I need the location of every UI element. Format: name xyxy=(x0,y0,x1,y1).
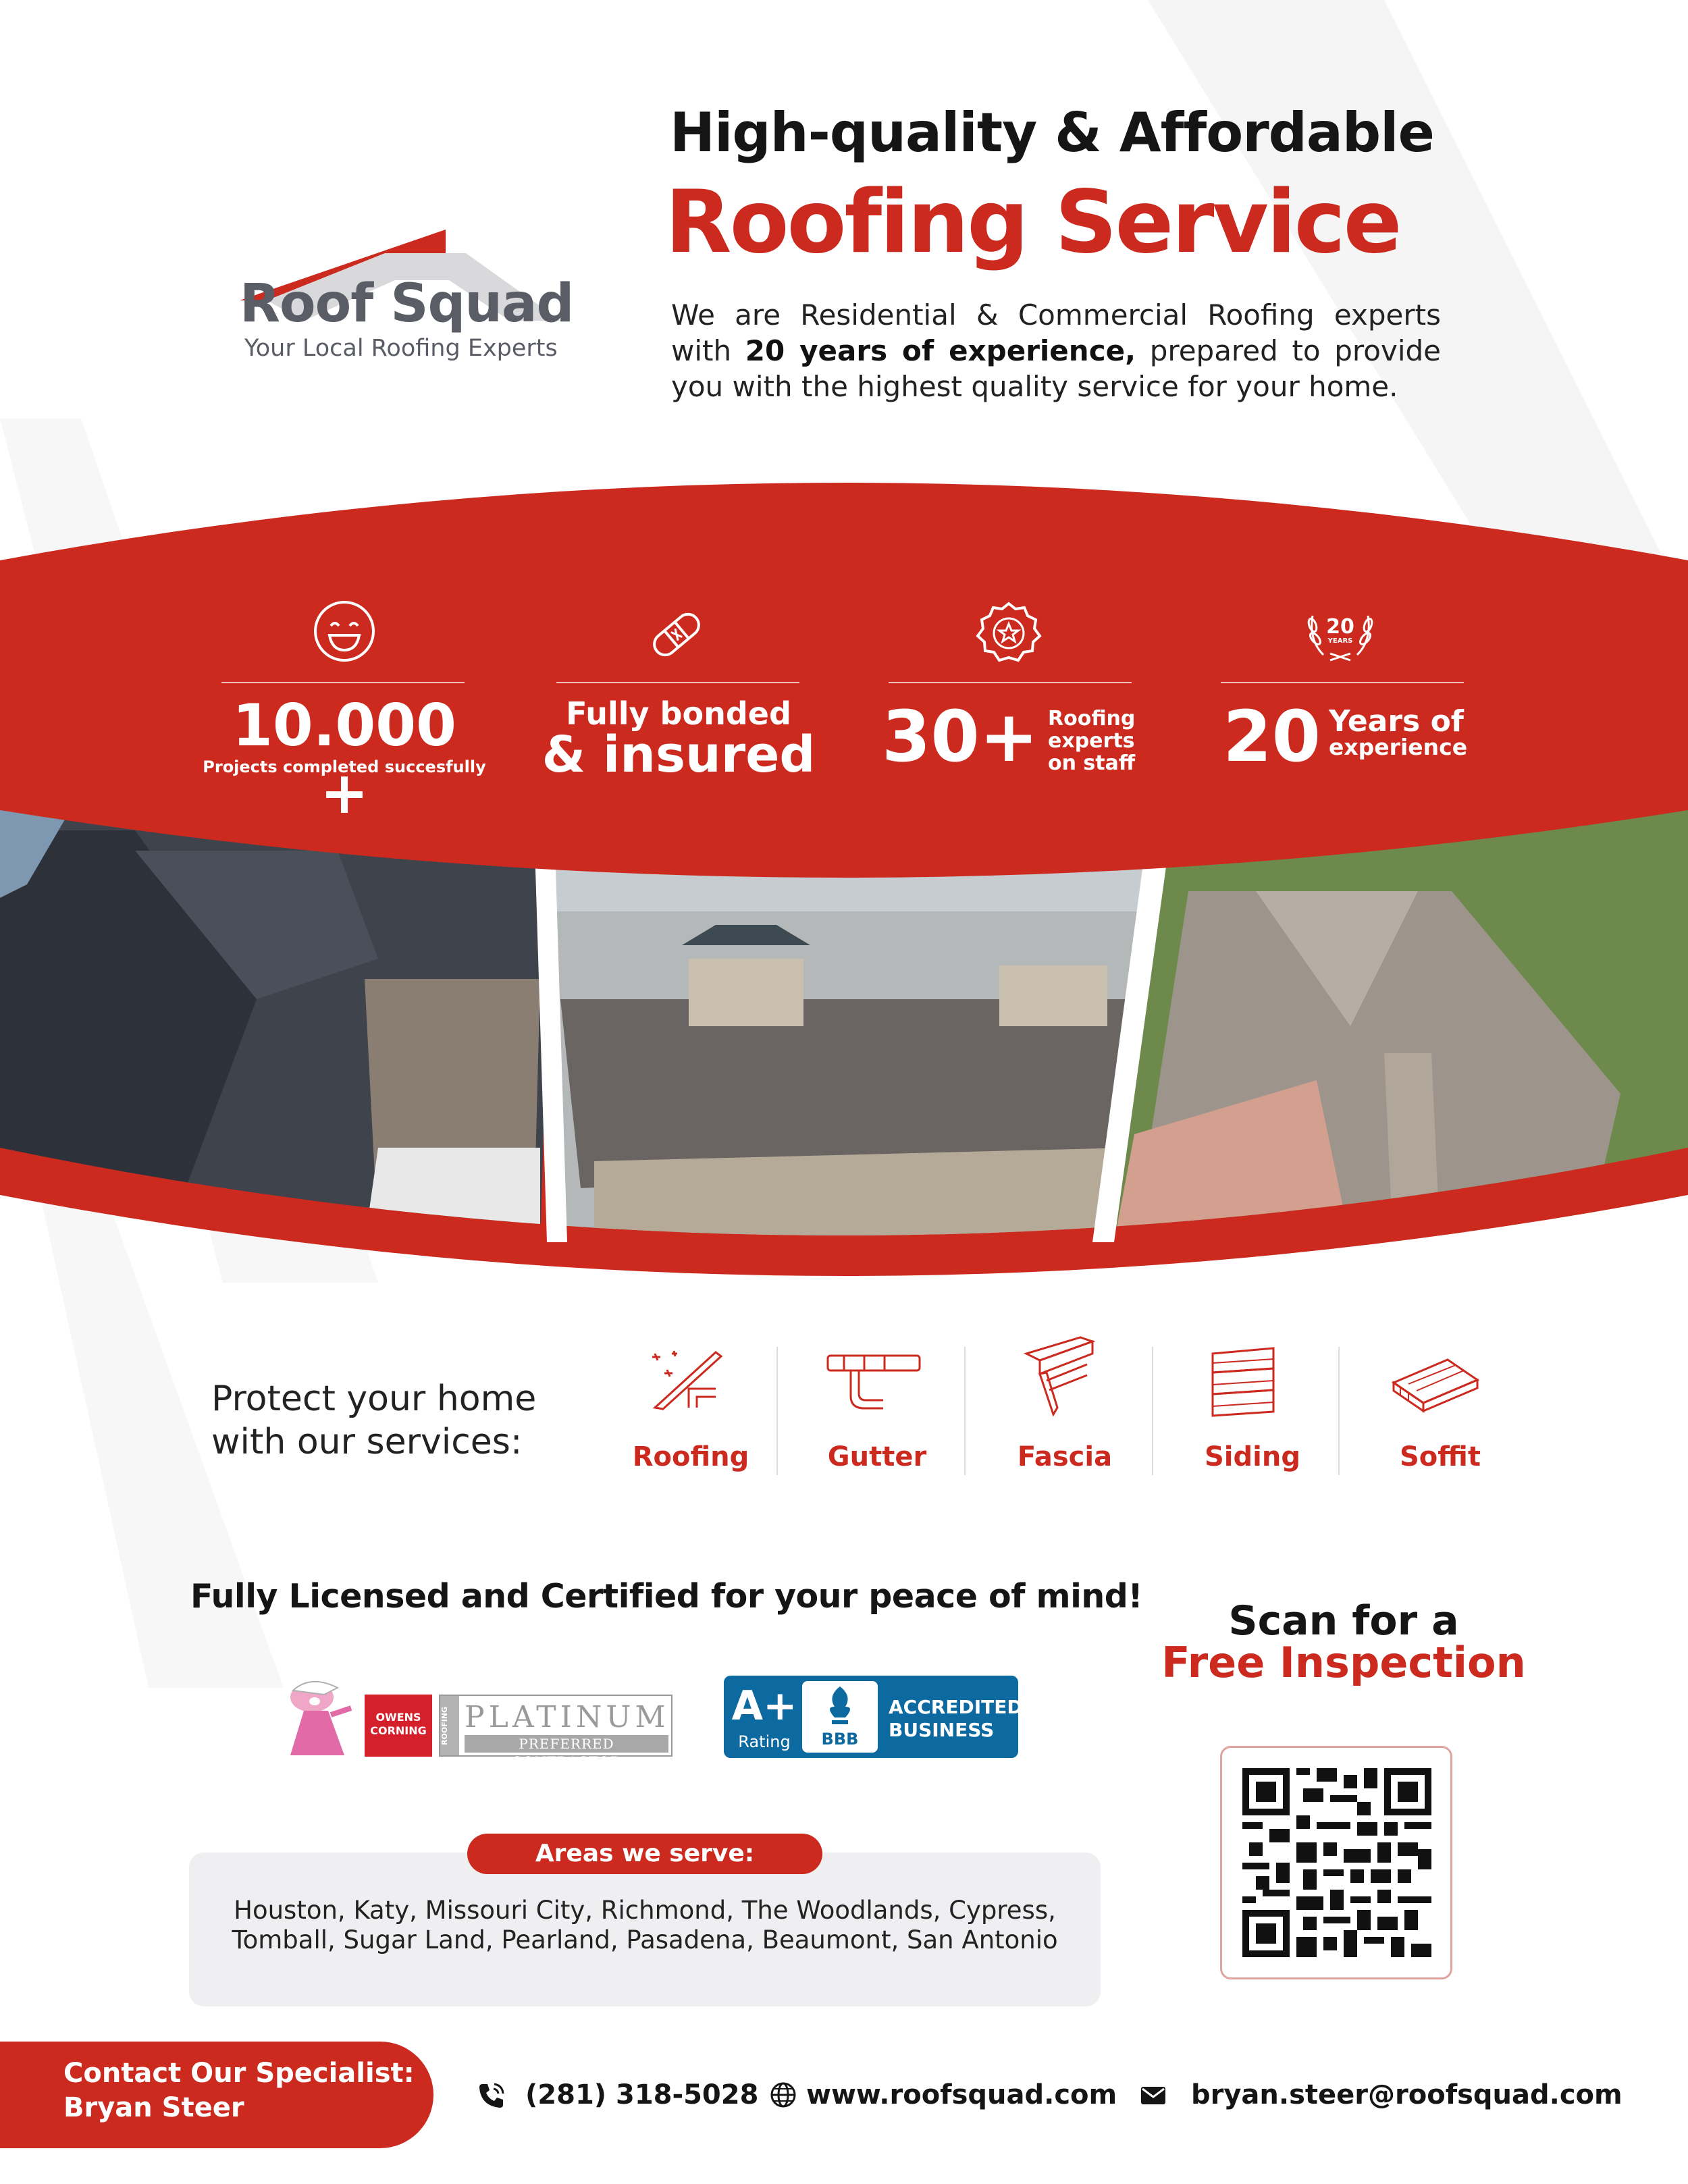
stat-bonded-big: & insured xyxy=(542,726,816,784)
bandage-icon xyxy=(643,601,710,668)
stat-projects-number: 10.000 + xyxy=(232,692,456,827)
contact-name: Bryan Steer xyxy=(63,2092,244,2123)
licensed-heading: Fully Licensed and Certified for your peace of mind! xyxy=(190,1577,1143,1616)
headline-line1: High-quality & Affordable xyxy=(670,101,1434,164)
bbb-torch-icon xyxy=(825,1686,855,1730)
stat-years-number: 20 xyxy=(1223,695,1321,778)
stat-experts-number: 30+ xyxy=(882,695,1038,778)
stat-bonded-top: Fully bonded xyxy=(566,695,791,732)
badge-years-text: YEARS xyxy=(1327,637,1353,645)
fascia-icon xyxy=(1020,1333,1101,1421)
services-intro: Protect your home with our services: xyxy=(211,1379,537,1462)
footer-email[interactable]: bryan.steer@roofsquad.com xyxy=(1191,2079,1623,2110)
scan-line2: Free Inspection xyxy=(1161,1638,1526,1687)
intro-paragraph: We are Residential & Commercial Roofing experts with 20 years of experience, prepared to provide you with the highest quality service for your home. xyxy=(671,298,1441,403)
roofing-icon xyxy=(641,1347,736,1414)
logo-brand-name: Roof Squad xyxy=(240,273,574,334)
footer-website[interactable]: www.roofsquad.com xyxy=(806,2079,1117,2110)
owens-corning-logo: OWENS CORNING xyxy=(365,1695,432,1757)
areas-served-list: Houston, Katy, Missouri City, Richmond, The Woodlands, Cypress, Tomball, Sugar Land, Pearland, Pasadena, Beaumont, San Antonio xyxy=(232,1896,1058,1954)
scan-line1: Scan for a xyxy=(1228,1597,1459,1645)
siding-icon xyxy=(1209,1346,1283,1420)
contact-label: Contact Our Specialist: xyxy=(63,2058,415,2089)
badge-20-number: 20 xyxy=(1326,615,1354,639)
qr-code-icon xyxy=(1242,1768,1431,1957)
award-badge-icon xyxy=(975,600,1043,667)
platinum-preferred-contractor-badge: ROOFING PLATINUM PREFERRED CONTRACTOR xyxy=(439,1695,672,1757)
qr-code-frame[interactable] xyxy=(1220,1746,1452,1979)
stat-experts-caption: Roofing experts on staff xyxy=(1048,707,1136,775)
stat-projects-caption: Projects completed succesfully xyxy=(203,757,486,776)
soffit-icon xyxy=(1390,1356,1484,1423)
logo-tagline: Your Local Roofing Experts xyxy=(244,335,558,362)
laurel-20-years-icon xyxy=(1303,595,1377,670)
headline-line2: Roofing Service xyxy=(665,172,1400,273)
envelope-icon xyxy=(1140,2085,1167,2106)
smile-icon xyxy=(311,597,378,665)
areas-served-title: Areas we serve: xyxy=(467,1834,822,1874)
globe-icon xyxy=(770,2081,797,2108)
bbb-accredited-badge: A+ Rating BBB ACCREDITED BUSINESS xyxy=(724,1676,1018,1758)
stat-years-caption: Years of experience xyxy=(1329,704,1468,760)
pink-panther-mascot-icon xyxy=(270,1668,365,1762)
phone-icon xyxy=(477,2081,505,2110)
footer-phone[interactable]: (281) 318-5028 xyxy=(525,2079,759,2110)
gutter-icon xyxy=(824,1349,925,1416)
